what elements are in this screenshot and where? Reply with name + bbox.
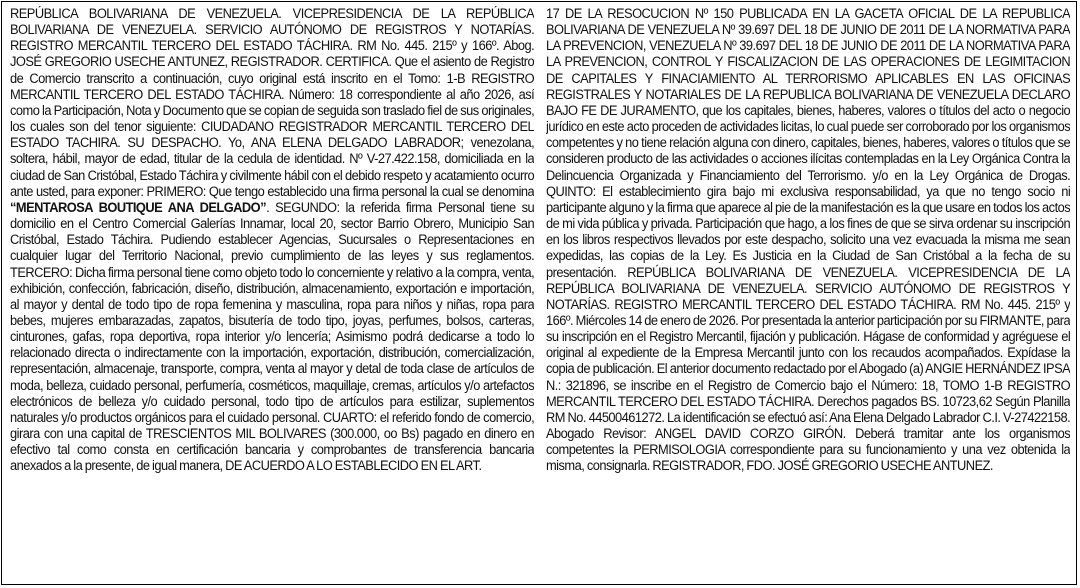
right-column-text: 17 DE LA RESOCUCION Nº 150 PUBLICADA EN LA GACETA OFICIAL DE LA REPUBLICA BOLIVARIANA DE VENEZUELA Nº 39.697 DEL 18 DE JUNIO DE 2011 DE LA NORMATIVA PARA LA PREVENCION, VENEZUELA Nº 39.697 DEL 18 DE JUNIO DE 2011 DE LA NORMATIVA PARA LA PREVENCION, CONTROL Y FISCALIZACION DE LAS OPERACIONES DE LEGIMITACION DE CAPITALES Y FINACIAMIENTO AL TERRORISMO APLICABLES EN LAS OFICINAS REGISTRALES Y NOTARIALES DE LA REPUBLICA BOLIVARIANA DE VENEZUELA DECLARO BAJO FE DE JURAMENTO, que los capitales, bienes, haberes, valores o títulos del acto o negocio jurídico en este acto proceden de actividades licitas, lo cual puede ser corroborado por los organismos competentes y no tiene relación alguna con dinero, capitales, bienes, haberes, valores o títulos que se consideren producto de las actividades o acciones ilícitas contempladas en la Ley Orgánica Contra la Delincuencia Organizada y Financiamiento del Terrorismo. y/o en la Ley Orgánica de Drogas. QUINTO: El establecimiento gira bajo mi exclusiva responsabilidad, ya que no tengo socio ni participante alguno y la firma que aparece al pie de la manifestación es la que usare en todos los actos de mi vida pública y privada. Participación que hago, a los fines de que se sirva ordenar su inscripción en los libros respectivos llevados por este despacho, solicito una vez evacuada la misma me sean expedidas, las copias de la Ley. Es Justicia en la Ciudad de San Cristóbal a la fecha de su presentación. REPÚBLICA BOLIVARIANA DE VENEZUELA. VICEPRESIDENCIA DE LA REPÚBLICA BOLIVARIANA DE VENEZUELA. SERVICIO AUTÓNOMO DE REGISTROS Y NOTARÍAS. REGISTRO MERCANTIL TERCERO DEL ESTADO TÁCHIRA. RM No. 445. 215º y 166º. Miércoles 14 de enero de 2026. Por presentada la anterior participación por su FIRMANTE, para su inscripción en el Registro Mercantil, fijación y publicación. Hágase de conformidad y agréguese el original al expediente de la Empresa Mercantil junto con los recaudos acompañados. Expídase la copia de publicación. El anterior documento redactado por el Abogado (a) ANGIE HERNÁNDEZ IPSA N.: 321896, se inscribe en el Registro de Comercio bajo el Número: 18, TOMO 1-B REGISTRO MERCANTIL TERCERO DEL ESTADO TÁCHIRA. Derechos pagados BS. 10723,62 Según Planilla RM No. 44500461272. La identificación se efectuó así: Ana Elena Delgado Labrador C.I. V-27422158. Abogado Revisor: ANGEL DAVID CORZO GIRÓN. Deberá tramitar ante los organismos competentes la PERMISOLOGIA correspondiente para su funcionamiento y una vez obtenida la misma, consignarla. REGISTRADOR, FDO. JOSÉ GREGORIO USECHE ANTUNEZ. bbox=[546, 6, 1070, 474]
left-text-part-1: REPÚBLICA BOLIVARIANA DE VENEZUELA. VICEPRESIDENCIA DE LA REPÚBLICA BOLIVARIANA DE VENEZUELA. SERVICIO AUTÓNOMO DE REGISTROS Y NOTARÍAS. REGISTRO MERCANTIL TERCERO DEL ESTADO TÁCHIRA. RM No. 445. 215º y 166º. Abog. JOSÉ GREGORIO USECHE ANTUNEZ, REGISTRADOR. CERTIFICA. Que el asiento de Registro de Comercio transcrito a continuación, cuyo original está inscrito en el Tomo: 1-B REGISTRO MERCANTIL TERCERO DEL ESTADO TÁCHIRA. Número: 18 correspondiente al año 2026, así como la Participación, Nota y Documento que se copian de seguida son traslado fiel de sus originales, los cuales son del tenor siguiente: CIUDADANO REGISTRADOR MERCANTIL TERCERO DEL ESTADO TACHIRA. SU DESPACHO. Yo, ANA ELENA DELGADO LABRADOR; venezolana, soltera, hábil, mayor de edad, titular de la cedula de identidad. Nº V-27.422.158, domiciliada en la ciudad de San Cristóbal, Estado Táchira y civilmente hábil con el debido respeto y acatamiento ocurro ante usted, para exponer: PRIMERO: Que tengo establecido una firma personal la cual se denomina bbox=[10, 6, 534, 199]
left-column-text bbox=[10, 6, 534, 475]
right-column bbox=[546, 6, 1070, 580]
left-text-part-2: . SEGUNDO: la referida firma Personal tiene su domicilio en el Centro Comercial Galerías Innamar, local 20, sector Barrio Obrero, Municipio San Cristóbal, Estado Táchira. Pudiendo establecer Agencias, Sucursales o Representaciones en cualquier lugar del Territorio Nacional, previo cumplimiento de las leyes y sus reglamentos. TERCERO: Dicha firma personal tiene como objeto todo lo concerniente y relativo a la compra, venta, exhibición, confección, fabricación, diseño, distribución, almacenamiento, exportación e importación, al mayor y dental de todo tipo de ropa femenina y masculina, ropa para niños y niñas, ropa para bebes, mujeres embarazadas, zapatos, bisutería de todo tipo, joyas, perfumes, bolsos, carteras, cinturones, gafas, ropa deportiva, ropa interior y/o lencería; Asimismo podrá dedicarse a todo lo relacionado directa o indirectamente con la importación, exportación, distribución, comercialización, representación, almacenaje, transporte, compra, venta al mayor y detal de toda clase de artículos de moda, belleza, cuidado personal, perfumería, cosméticos, maquillaje, cremas, artículos y/o artefactos electrónicos de belleza y/o cuidado personal, todo tipo de artículos para estilizar, suplementos naturales y/o productos orgánicos para el cuidado personal. CUARTO: el referido fondo de comercio, girara con una capital de TRESCIENTOS MIL BOLIVARES (300.000, oo Bs) pagado en dinero en efectivo tal como consta en certificación bancaria y comprobantes de transferencia bancaria anexados a la presente, de igual manera, DE ACUERDO A LO ESTABLECIDO EN EL ART. bbox=[10, 199, 534, 474]
left-column bbox=[10, 6, 534, 580]
legal-notice bbox=[1, 1, 1077, 585]
firm-name: “MENTAROSA BOUTIQUE ANA DELGADO” bbox=[10, 199, 267, 215]
